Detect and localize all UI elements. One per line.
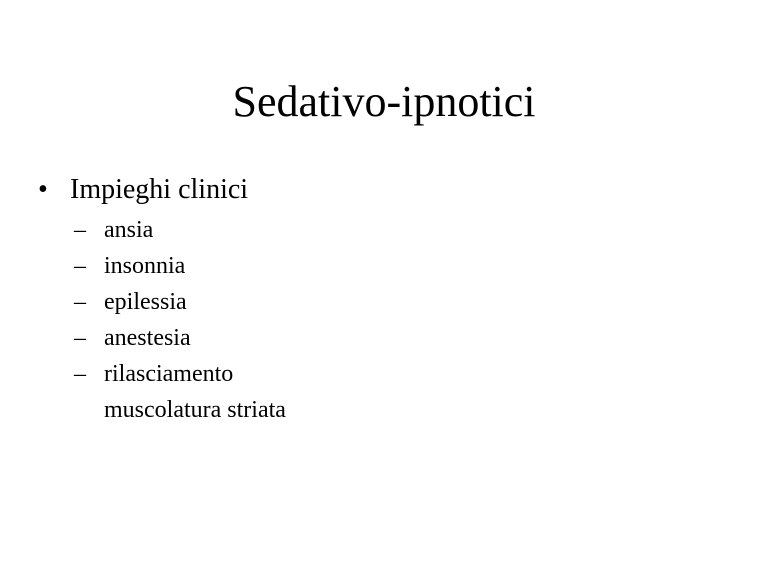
sub-bullet-text: insonnia <box>104 253 186 279</box>
sub-bullet-text: rilasciamento <box>104 361 234 387</box>
sub-bullet-list <box>74 212 286 428</box>
dash-marker: – <box>74 361 86 387</box>
dash-marker: – <box>74 253 86 279</box>
sub-bullet-text: anestesia <box>104 325 191 351</box>
sub-bullet-item <box>74 284 286 320</box>
sub-bullet-item <box>74 212 286 248</box>
dash-marker: – <box>74 325 86 351</box>
sub-bullet-item <box>74 320 286 356</box>
bullet-marker: • <box>38 174 48 205</box>
sub-bullet-text: ansia <box>104 217 154 243</box>
sub-bullet-text: epilessia <box>104 289 187 315</box>
sub-bullet-item <box>74 356 286 428</box>
dash-marker: – <box>74 289 86 315</box>
main-bullet-text: Impieghi clinici <box>70 174 249 205</box>
main-bullet <box>38 172 248 208</box>
sub-bullet-item <box>74 248 286 284</box>
slide-title: Sedativo-ipnotici <box>232 77 536 126</box>
dash-marker: – <box>74 217 86 243</box>
sub-bullet-text-continued: muscolatura striata <box>104 397 286 423</box>
